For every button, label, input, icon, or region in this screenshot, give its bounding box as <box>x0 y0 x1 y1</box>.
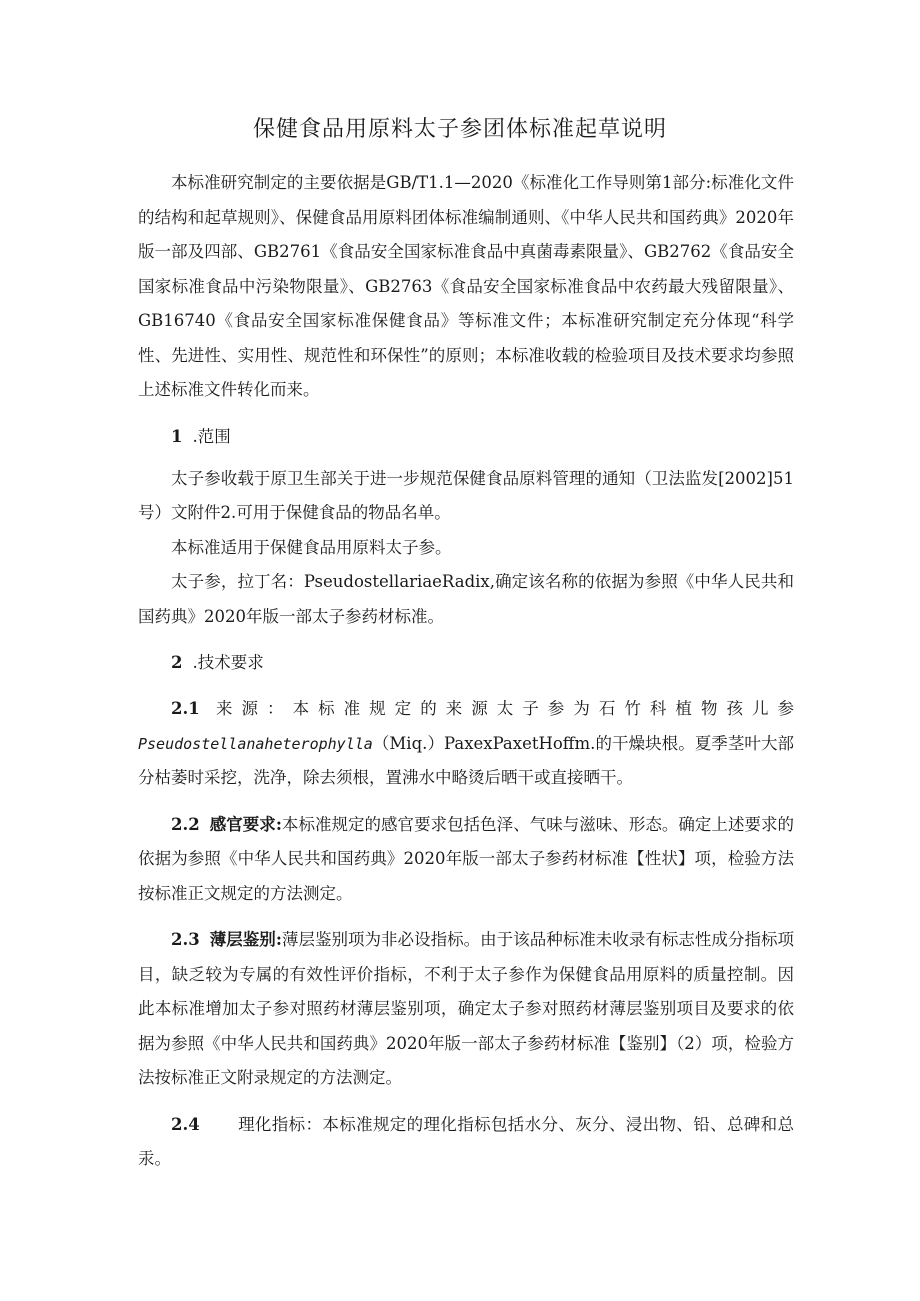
section-2-2-text: 本标准规定的感官要求包括色泽、气味与滋味、形态。确定上述要求的依据为参照《中华人民共和国药典》2020年版一部太子参药材标准【性状】项，检验方法按标准正文规定的方法测定。 <box>138 814 794 903</box>
section-2-3-label: 薄层鉴别: <box>209 930 282 949</box>
section-2-title: .技术要求 <box>192 653 264 672</box>
section-2-1-paragraph <box>138 692 794 796</box>
section-1-paragraph-2: 本标准适用于保健食品用原料太子参。 <box>171 537 452 557</box>
section-2-4-paragraph <box>138 1108 794 1177</box>
section-2-number: 2 <box>171 653 183 672</box>
section-2-4-label: 理化指标： <box>237 1114 323 1134</box>
section-1-heading <box>138 420 794 454</box>
section-1-paragraph-3: 太子参，拉丁名：PseudostellariaeRadix,确定该名称的依据为参照《中华人民共和国药典》2020年版一部太子参药材标准。 <box>138 572 794 626</box>
section-2-1-text-b: （Miq.）PaxexPaxetHoffm.的干燥块根。夏季茎叶大部分枯萎时采挖，洗净，除去须根，置沸水中略烫后晒干或直接晒干。 <box>138 733 794 787</box>
section-2-4-number: 2.4 <box>171 1114 200 1134</box>
section-2-3-text: 薄层鉴别项为非必设指标。由于该品种标准未收录有标志性成分指标项目，缺乏较为专属的有效性评价指标，不利于太子参作为保健食品用原料的质量控制。因此本标准增加太子参对照药材薄层鉴别项，确定太子参对照药材薄层鉴别项目及要求的依据为参照《中华人民共和国药典》2020年版一部太子参药材标准【鉴别】（2）项，检验方法按标准正文附录规定的方法测定。 <box>138 930 794 1087</box>
section-2-1-label: 来源： <box>216 699 293 718</box>
section-2-4-text: 本标准规定的理化指标包括水分、灰分、浸出物、铅、总碑和总汞。 <box>138 1114 795 1168</box>
section-2-2-paragraph <box>138 808 794 912</box>
section-2-2-number: 2.2 <box>171 814 200 834</box>
section-1-number: 1 <box>171 426 183 446</box>
section-1-paragraph-1: 太子参收载于原卫生部关于进一步规范保健食品原料管理的通知（卫法监发[2002]51号）文附件2.可用于保健食品的物品名单。 <box>138 468 794 522</box>
section-1-title: .范围 <box>192 426 231 446</box>
section-2-1-number: 2.1 <box>171 699 200 718</box>
section-2-1-latin-name: Pseudostellanaheterophylla <box>138 734 373 753</box>
section-2-3-paragraph <box>138 923 794 1096</box>
document-title: 保健食品用原料太子参团体标准起草说明 <box>252 117 667 142</box>
section-2-1-text-a: 本标准规定的来源太子参为石竹科植物孩儿参 <box>292 699 795 718</box>
section-2-3-number: 2.3 <box>171 930 200 949</box>
document-body <box>138 166 794 1177</box>
section-2-2-label: 感官要求: <box>209 814 282 834</box>
intro-paragraph: 本标准研究制定的主要依据是GB/T1.1—2020《标准化工作导则第1部分:标准化文件的结构和起草规则》、保健食品用原料团体标准编制通则、《中华人民共和国药典》2020年版一部及四部、GB2761《食品安全国家标准食品中真菌毒素限量》、GB2762《食品安全国家标准食品中污染物限量》、GB2763《食品安全国家标准食品中农药最大残留限量》、GB16740《食品安全国家标准保健食品》等标准文件；本标准研究制定充分体现“科学性、先进性、实用性、规范性和环保性”的原则；本标准收载的检验项目及技术要求均参照上述标准文件转化而来。 <box>138 173 794 399</box>
section-2-heading <box>138 646 794 680</box>
